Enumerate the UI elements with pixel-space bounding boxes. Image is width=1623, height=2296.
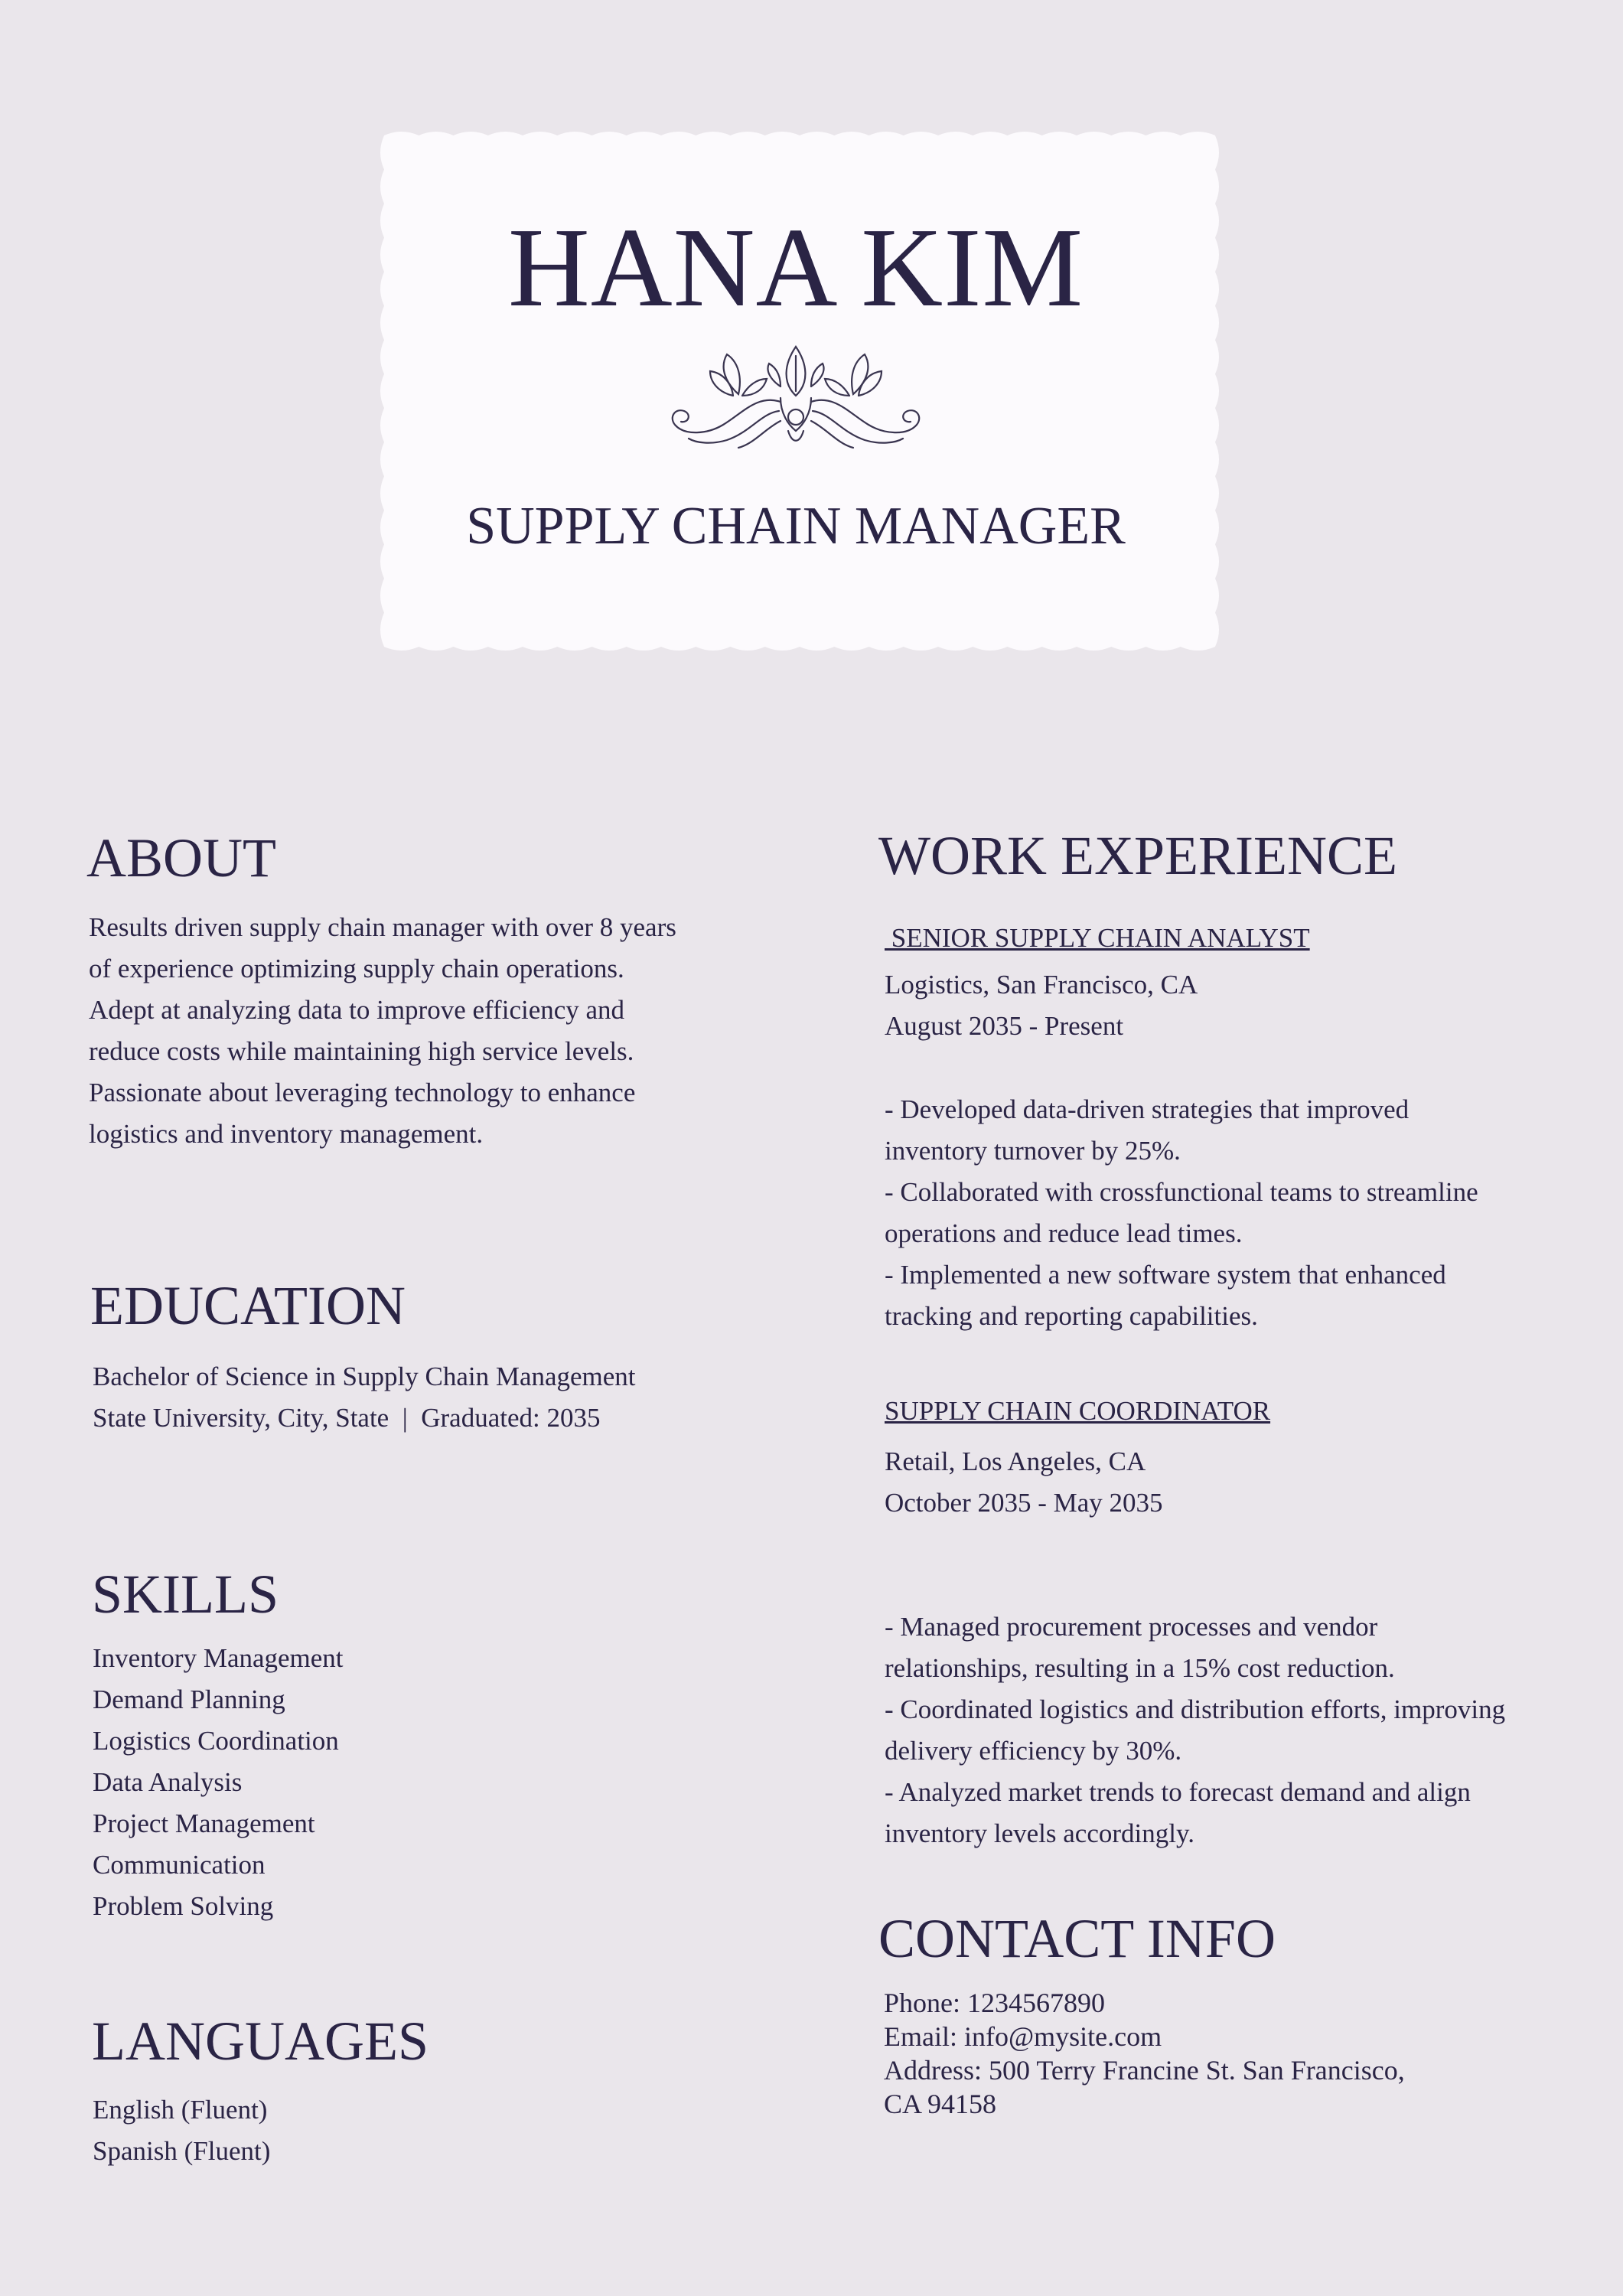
job-title-link[interactable]: SUPPLY CHAIN COORDINATOR	[885, 1396, 1271, 1426]
job-company: Logistics, San Francisco, CA	[885, 970, 1198, 1000]
about-heading: ABOUT	[86, 827, 276, 889]
skills-list	[93, 1638, 344, 1927]
job-dates: October 2035 - May 2035	[885, 1488, 1163, 1518]
skill-item: Communication	[93, 1850, 266, 1880]
about-text	[89, 907, 676, 1155]
job-details	[885, 964, 1198, 1047]
about-line: Results driven supply chain manager with over 8 years	[89, 912, 676, 942]
job-details	[885, 1441, 1163, 1524]
job-bullet-line: - Collaborated with crossfunctional teams to streamline	[885, 1177, 1478, 1207]
education-heading: EDUCATION	[90, 1275, 406, 1336]
skill-item: Logistics Coordination	[93, 1726, 339, 1756]
contact-section	[878, 1906, 1276, 1971]
skill-item: Demand Planning	[93, 1684, 285, 1714]
skill-item: Problem Solving	[93, 1891, 274, 1921]
languages-heading: LANGUAGES	[92, 2011, 429, 2072]
about-line: logistics and inventory management.	[89, 1119, 484, 1149]
job-description	[885, 1089, 1478, 1337]
about-line: Adept at analyzing data to improve efficiency and	[89, 995, 625, 1025]
job-dates: August 2035 - Present	[885, 1011, 1124, 1041]
education-section	[90, 1273, 406, 1339]
education-text	[93, 1356, 636, 1439]
languages-list	[93, 2089, 270, 2172]
job-bullet-line: - Analyzed market trends to forecast demand and align	[885, 1777, 1471, 1807]
work-heading: WORK EXPERIENCE	[878, 825, 1397, 886]
job-bullet-line: operations and reduce lead times.	[885, 1218, 1243, 1248]
education-school: State University, City, State | Graduated: 2035	[93, 1403, 601, 1433]
job-company: Retail, Los Angeles, CA	[885, 1446, 1146, 1476]
flourish-ornament-icon	[666, 341, 926, 455]
work-section	[878, 823, 1397, 889]
job-bullet-line: - Coordinated logistics and distribution efforts, improving	[885, 1694, 1506, 1724]
job-bullet-line: - Developed data-driven strategies that improved	[885, 1094, 1410, 1124]
contact-details	[884, 1986, 1405, 2121]
skills-section	[92, 1561, 279, 1627]
candidate-name: HANA KIM	[507, 205, 1084, 331]
education-degree: Bachelor of Science in Supply Chain Management	[93, 1362, 636, 1391]
job-title-link[interactable]: SENIOR SUPPLY CHAIN ANALYST	[885, 923, 1310, 953]
contact-heading: CONTACT INFO	[878, 1908, 1276, 1969]
contact-address: Address: 500 Terry Francine St. San Francisco,	[884, 2055, 1405, 2086]
languages-section	[92, 2008, 429, 2074]
skills-heading: SKILLS	[92, 1564, 279, 1625]
contact-email[interactable]: Email: info@mysite.com	[884, 2021, 1162, 2052]
contact-address: CA 94158	[884, 2089, 997, 2119]
job-bullet-line: - Implemented a new software system that enhanced	[885, 1260, 1446, 1290]
job-bullet-line: inventory levels accordingly.	[885, 1818, 1194, 1848]
language-item: English (Fluent)	[93, 2095, 268, 2125]
about-line: Passionate about leveraging technology to enhance	[89, 1078, 636, 1107]
job-bullet-line: delivery efficiency by 30%.	[885, 1736, 1182, 1766]
about-line: reduce costs while maintaining high service levels.	[89, 1036, 634, 1066]
about-section	[86, 825, 276, 891]
job-bullet-line: inventory turnover by 25%.	[885, 1136, 1181, 1166]
about-line: of experience optimizing supply chain operations.	[89, 954, 624, 983]
job-bullet-line: relationships, resulting in a 15% cost reduction.	[885, 1653, 1395, 1683]
job-description	[885, 1606, 1505, 1854]
skill-item: Project Management	[93, 1808, 315, 1838]
contact-phone[interactable]: Phone: 1234567890	[884, 1988, 1106, 2018]
job-bullet-line: tracking and reporting capabilities.	[885, 1301, 1258, 1331]
job-title: SUPPLY CHAIN MANAGER	[466, 497, 1126, 556]
job-bullet-line: - Managed procurement processes and vendor	[885, 1612, 1378, 1642]
language-item: Spanish (Fluent)	[93, 2136, 271, 2166]
skill-item: Data Analysis	[93, 1767, 243, 1797]
skill-item: Inventory Management	[93, 1643, 344, 1673]
